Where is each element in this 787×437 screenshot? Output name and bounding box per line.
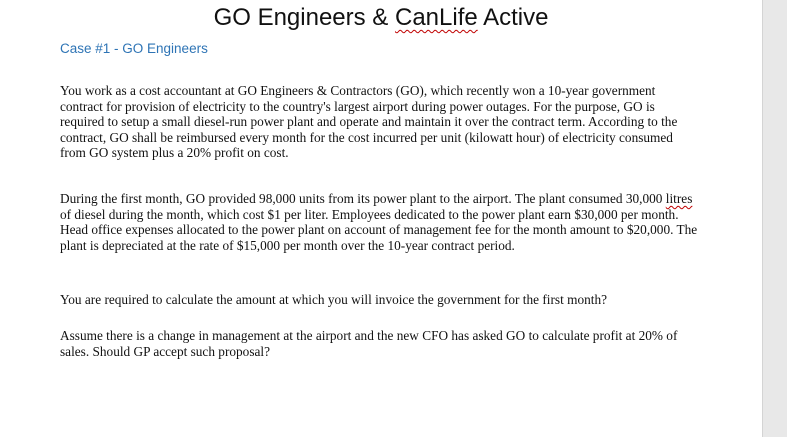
document-title xyxy=(0,4,762,32)
case-heading: Case #1 - GO Engineers xyxy=(60,41,208,56)
paragraph-question-proposal: Assume there is a change in management at the airport and the new CFO has asked GO to calculate profit at 20% of sales. Should GP accept such proposal? xyxy=(60,328,678,359)
litres-misspelled: litres xyxy=(665,191,693,206)
paragraph-question-invoice: You are required to calculate the amount at which you will invoice the government for the first month? xyxy=(60,292,607,307)
paragraph-first-month-start: During the first month, GO provided 98,000 units from its power plant to the airport. The plant consumed 30,000 xyxy=(60,191,666,206)
title-canlife-misspelled: CanLife xyxy=(394,4,478,31)
title-text-end: Active xyxy=(477,4,549,31)
window-right-gutter xyxy=(762,0,787,437)
paragraph-intro: You work as a cost accountant at GO Engineers & Contractors (GO), which recently won a 10-year government contract for provision of electricity to the country's largest airport during power outages. For the purpose, GO is required to setup a small diesel-run power plant and operate and maintain it over the contract term. According to the contract, GO shall be reimbursed every month for the cost incurred per unit (kilowatt hour) of electricity consumed from GO system plus a 20% profit on cost. xyxy=(60,83,678,160)
paragraph-first-month-end: of diesel during the month, which cost $1 per liter. Employees dedicated to the power plant earn $30,000 per month. Head office expenses allocated to the power plant on account of management fee for the month amount to $20,000. The plant is depreciated at the rate of $15,000 per month over the 10-year contract period. xyxy=(60,206,698,253)
paragraph-first-month xyxy=(60,191,700,253)
title-text-start: GO Engineers & xyxy=(213,4,395,31)
